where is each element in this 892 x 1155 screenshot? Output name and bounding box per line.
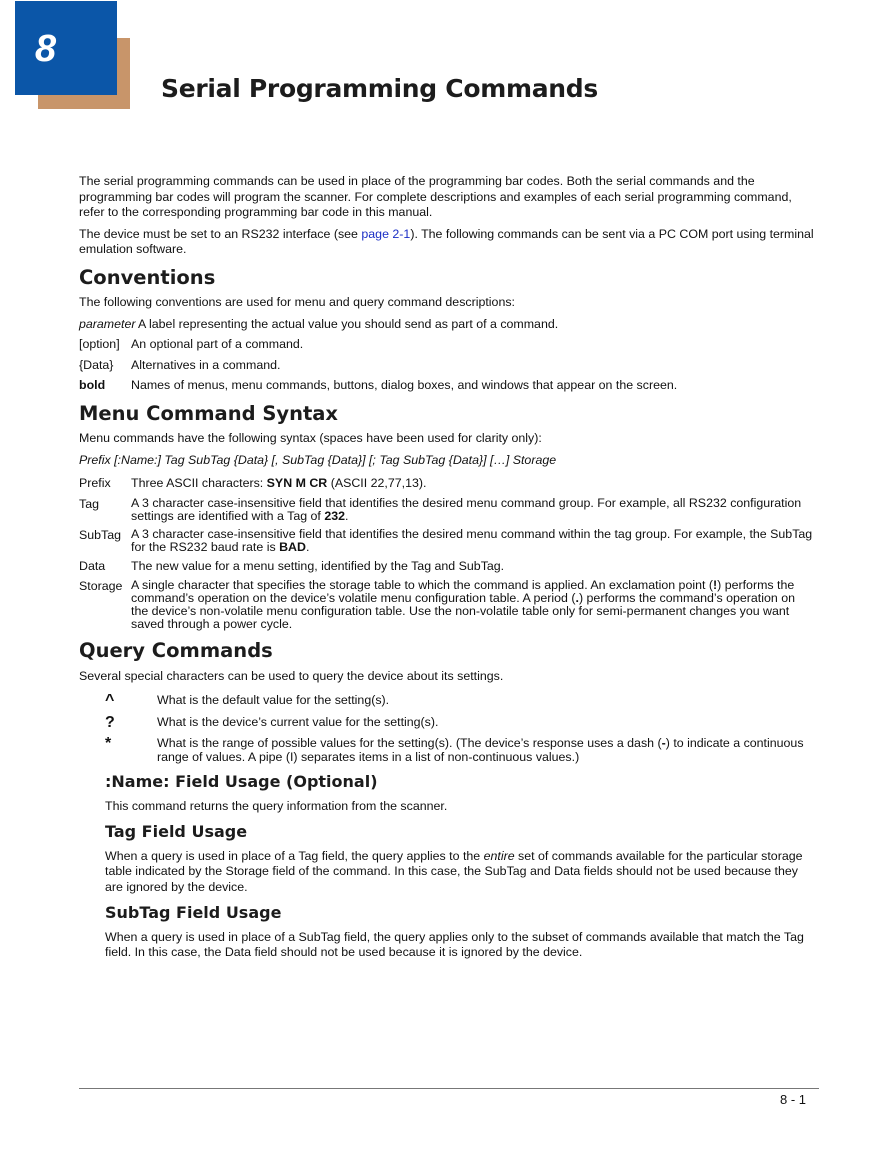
- menu-syntax-intro: Menu commands have the following syntax (spaces have been used for clarity only):: [79, 431, 542, 445]
- subtag-usage-heading: SubTag Field Usage: [105, 903, 282, 922]
- intro-paragraph-2: The device must be set to an RS232 interface (see page 2-1). The following commands can be sent via a PC COM port using terminal emulation software.: [79, 226, 814, 256]
- chapter-title: Serial Programming Commands: [161, 74, 598, 103]
- syntax-def-row: SubTag A 3 character case-insensitive field that identifies the desired menu command within the tag group. For example, the SubTag for the RS232 baud rate is BAD.: [79, 526, 813, 554]
- convention-row: {Data} Alternatives in a command.: [79, 357, 281, 372]
- conventions-heading: Conventions: [79, 265, 216, 289]
- convention-row: bold Names of menus, menu commands, buttons, dialog boxes, and windows that appear on the screen.: [79, 378, 678, 392]
- query-row: ? What is the device’s current value for the setting(s).: [105, 713, 439, 731]
- page-link[interactable]: page 2-1: [361, 226, 411, 241]
- query-row: ^ What is the default value for the setting(s).: [105, 692, 390, 709]
- convention-row: parameter A label representing the actual value you should send as part of a command.: [79, 316, 559, 331]
- syntax-def-row: Prefix Three ASCII characters: SYN M CR (ASCII 22,77,13).: [79, 476, 427, 490]
- page-content: [79, 174, 814, 967]
- menu-syntax-heading: Menu Command Syntax: [79, 401, 339, 425]
- conventions-intro: The following conventions are used for menu and query command descriptions:: [79, 295, 515, 309]
- footer-rule: [79, 1088, 819, 1089]
- name-usage-text: This command returns the query information from the scanner.: [105, 798, 448, 813]
- subtag-usage-text: When a query is used in place of a SubTag field, the query applies only to the subset of commands available that match the Tag field. In this case, the Data field should not be used because it is ignored by the device.: [105, 929, 804, 959]
- syntax-line: Prefix [:Name:] Tag SubTag {Data} [, SubTag {Data}] [; Tag SubTag {Data}] […] Storage: [79, 452, 557, 467]
- intro-paragraph-1: The serial programming commands can be used in place of the programming bar codes. Both the serial commands and the programming bar codes will program the scanner. For complete descriptions and examples of each serial programming command, refer to the corresponding programming bar code in this manual.: [79, 174, 792, 219]
- query-row: * What is the range of possible values for the setting(s). (The device’s response uses a dash (-) to indicate a continuous range of values. A pipe (I) separates items in a list of non-continuous values.): [105, 735, 804, 764]
- tag-usage-heading: Tag Field Usage: [105, 822, 248, 841]
- syntax-def-row: Storage A single character that specifies the storage table to which the command is applied. An exclamation point (!) performs the command’s operation on the device’s volatile menu configuration table. A period (.) performs the command’s operation on the device’s non-volatile menu configuration table. Use the non-volatile table only for semi-permanent changes you want saved through a power cycle.: [79, 578, 795, 631]
- convention-row: [option] An optional part of a command.: [79, 337, 304, 351]
- page-number: 8 - 1: [780, 1092, 807, 1107]
- tag-usage-text: When a query is used in place of a Tag field, the query applies to the entire set of commands available for the particular storage table indicated by the Storage field of the command. In this case, the SubTag and Data fields should not be used because they are ignored by the device.: [105, 848, 803, 894]
- query-intro: Several special characters can be used to query the device about its settings.: [79, 668, 504, 683]
- query-subsections: [105, 774, 814, 961]
- chapter-number-box: [15, 1, 117, 95]
- syntax-def-row: Tag A 3 character case-insensitive field that identifies the desired menu command group. For example, all RS232 configuration settings are identified with a Tag of 232.: [79, 495, 802, 523]
- name-usage-heading: :Name: Field Usage (Optional): [105, 772, 378, 791]
- query-heading: Query Commands: [79, 639, 273, 662]
- chapter-number: 8: [35, 28, 57, 70]
- syntax-def-row: Data The new value for a menu setting, identified by the Tag and SubTag.: [79, 558, 505, 573]
